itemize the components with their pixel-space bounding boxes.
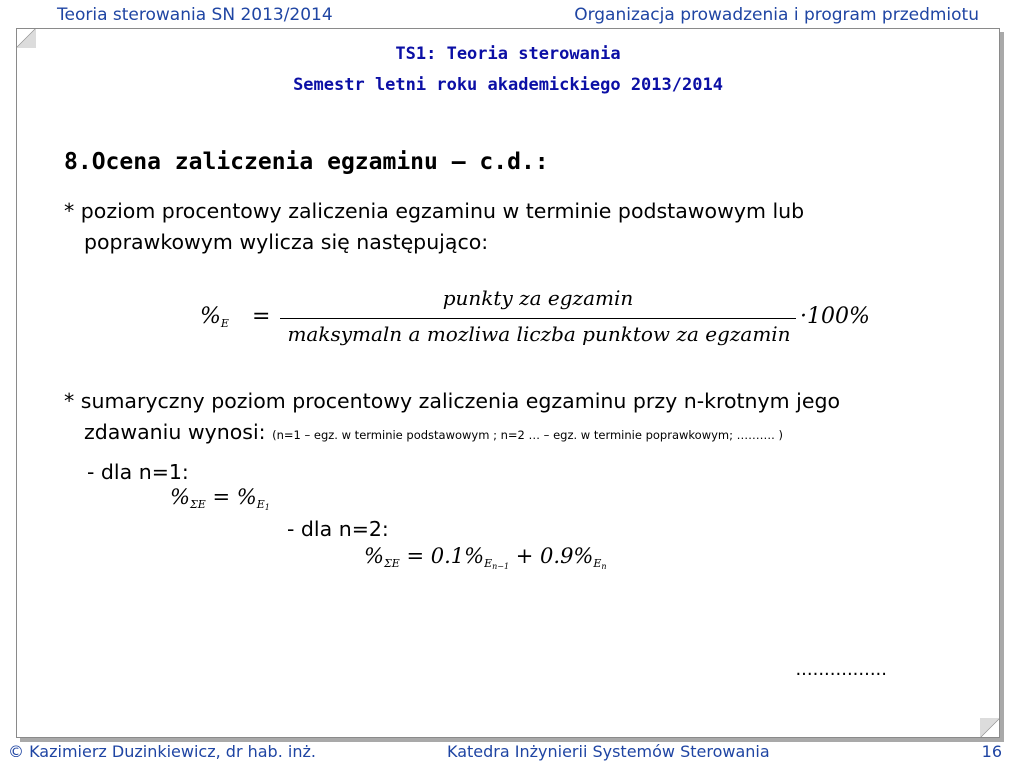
slide-subtitle: Semestr letni roku akademickiego 2013/2014 xyxy=(293,75,723,95)
formula-denominator: maksymaln a mozliwa liczba punktow za egzamin xyxy=(287,322,791,346)
paragraph-note: (n=1 – egz. w terminie podstawowym ; n=2 … – egz. w terminie poprawkowym; ………. ) xyxy=(272,428,783,442)
formula-equals: = xyxy=(252,304,271,329)
header-course-title: Teoria sterowania SN 2013/2014 xyxy=(57,5,333,25)
formula-lhs-subscript: E xyxy=(220,317,229,330)
formula-numerator: punkty za egzamin xyxy=(442,286,634,310)
paragraph-line: * poziom procentowy zaliczenia egzaminu w terminie podstawowym lub xyxy=(64,199,805,223)
formula-subscript: ΣE xyxy=(383,557,400,570)
header-section-title: Organizacja prowadzenia i program przedmiotu xyxy=(574,5,979,25)
paragraph-percent-level xyxy=(64,196,804,258)
page-number: 16 xyxy=(981,742,1002,761)
continuation-ellipsis: ................ xyxy=(795,659,887,680)
formula-n1: $\%_{\Sigma E} = \%_{E1}$ xyxy=(170,485,270,512)
paragraph-line: poprawkowym wylicza się następująco: xyxy=(84,230,489,254)
formula-subscript: En−1 xyxy=(484,557,510,571)
formula-subscript: En xyxy=(593,557,607,571)
percent-formula xyxy=(200,284,880,354)
footer-author: © Kazimierz Duzinkiewicz, dr hab. inż. xyxy=(8,742,316,761)
slide-frame xyxy=(16,28,1000,738)
formula-n2: $\%_{\Sigma E} = 0.1\%_{En-1} + 0.9\%_{En}$ xyxy=(364,544,607,571)
paragraph-line: * sumaryczny poziom procentowy zaliczenia egzaminu przy n-krotnym jego xyxy=(64,389,841,413)
paragraph-line: zdawaniu wynosi: (n=1 – egz. w terminie podstawowym ; n=2 … – egz. w terminie poprawkowym; ………. ) xyxy=(84,420,783,444)
formula-multiplier: ·100% xyxy=(800,304,870,329)
slide-title: TS1: Teoria sterowania xyxy=(395,44,621,64)
folded-corner-bottom-right xyxy=(980,718,1000,738)
case-n2-label: - dla n=2: xyxy=(287,517,389,541)
fraction-bar xyxy=(280,318,796,319)
paragraph-cumulative-level xyxy=(64,386,840,451)
formula-lhs: $\%_E$ xyxy=(200,304,229,330)
formula-subscript: ΣE xyxy=(189,498,206,511)
case-n1-label: - dla n=1: xyxy=(87,460,189,484)
footer-department: Katedra Inżynierii Systemów Sterowania xyxy=(447,742,770,761)
section-heading: 8.Ocena zaliczenia egzaminu – c.d.: xyxy=(64,149,549,175)
formula-subscript: E1 xyxy=(256,498,270,512)
